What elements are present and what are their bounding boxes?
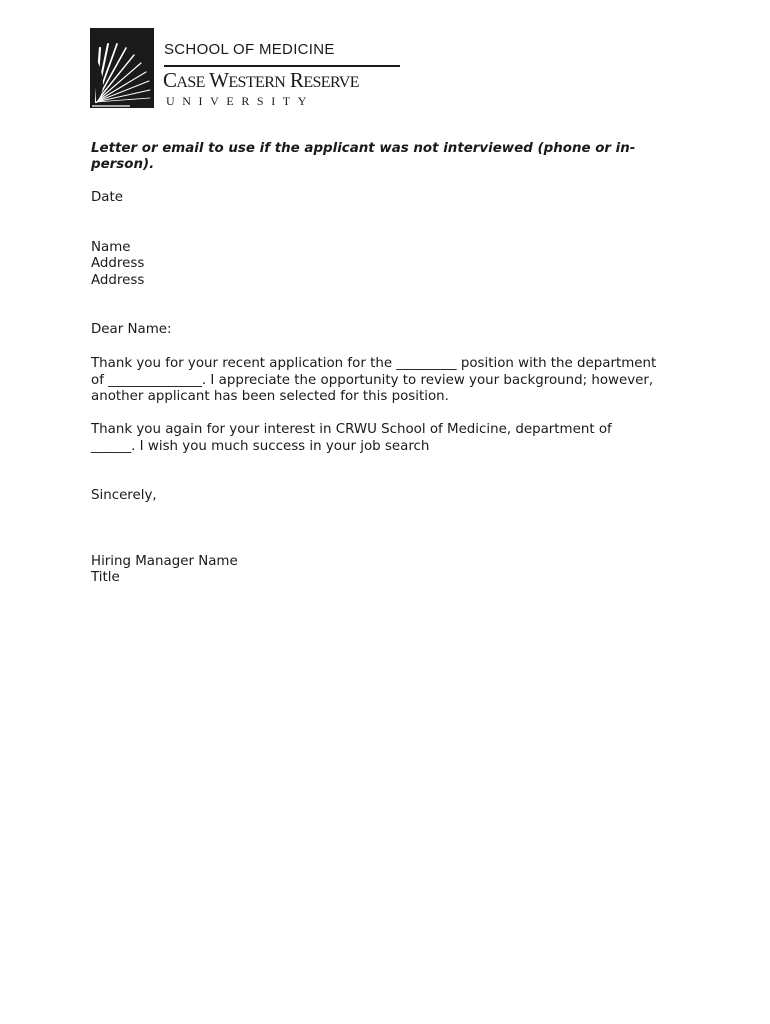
date-line: Date [91, 190, 124, 205]
salutation: Dear Name: [91, 322, 172, 337]
logo-western-rest: ESTERN [228, 74, 286, 91]
paragraph-2-line-2: ______. I wish you much success in your job search [91, 439, 430, 454]
case-western-logo [90, 28, 402, 110]
logo-western-initial: W [209, 68, 229, 92]
paragraph-1-line-1: Thank you for your recent application for the _________ position with the department [91, 356, 657, 371]
logo-reserve-rest: ESERVE [303, 74, 359, 91]
paragraph-1-line-3: another applicant has been selected for this position. [91, 389, 449, 404]
letter-heading-line-1: Letter or email to use if the applicant was not interviewed (phone or in- [91, 141, 636, 156]
logo-university-text: UNIVERSITY [166, 94, 314, 108]
recipient-name: Name [91, 240, 131, 255]
signer-title: Title [91, 570, 120, 585]
logo-university-name [163, 70, 359, 91]
logo-school-text: SCHOOL OF MEDICINE [164, 41, 335, 58]
logo-divider [164, 65, 400, 67]
logo-case-rest: ASE [176, 74, 205, 91]
signer-name: Hiring Manager Name [91, 554, 238, 569]
logo-reserve-initial: R [289, 68, 304, 92]
sunburst-emblem-icon [90, 28, 154, 108]
recipient-address-2: Address [91, 273, 145, 288]
logo-case-initial: C [163, 68, 177, 92]
recipient-address-1: Address [91, 256, 145, 271]
letter-heading-line-2: person). [91, 157, 155, 172]
paragraph-1-line-2: of ______________. I appreciate the opportunity to review your background; however, [91, 373, 654, 388]
closing: Sincerely, [91, 488, 157, 503]
paragraph-2-line-1: Thank you again for your interest in CRWU School of Medicine, department of [91, 422, 612, 437]
